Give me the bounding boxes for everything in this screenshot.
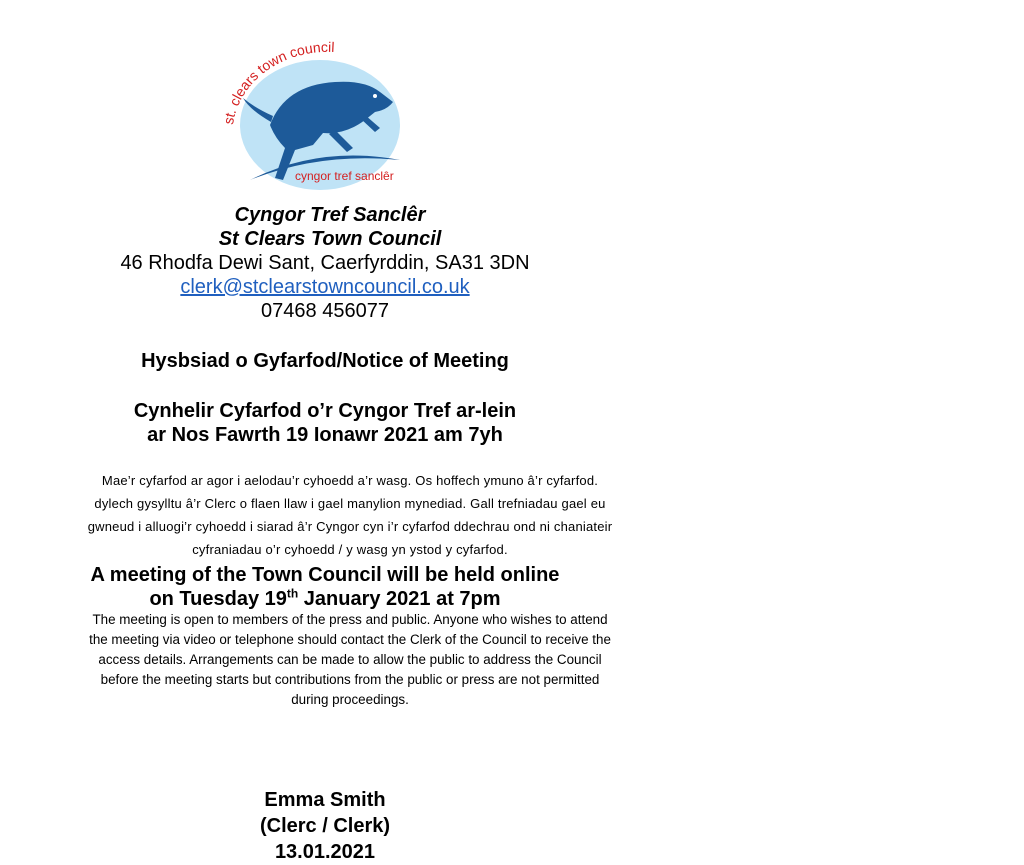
welsh-body-line: dylech gysylltu â’r Clerc o flaen llaw i gael manylion mynediad. Gall trefniadau gael eu xyxy=(94,496,606,511)
email-link[interactable]: clerk@stclearstowncouncil.co.uk xyxy=(180,276,470,298)
welsh-heading-line1: Cynhelir Cyfarfod o’r Cyngor Tref ar-lein xyxy=(133,400,517,422)
welsh-body-line: Mae’r cyfarfod ar agor i aelodau’r cyhoedd a’r wasg. Os hoffech ymuno â’r cyfarfod. xyxy=(101,473,599,488)
council-name-english: St Clears Town Council xyxy=(218,228,442,250)
council-address: 46 Rhodfa Dewi Sant, Caerfyrddin, SA31 3DN xyxy=(120,252,530,274)
english-body-line: before the meeting starts but contributions from the public or press are not permitted xyxy=(100,672,600,687)
logo-top-text: st. clears town council xyxy=(220,38,335,126)
english-body xyxy=(20,610,680,710)
english-body-line: access details. Arrangements can be made to allow the public to address the Council xyxy=(98,652,602,667)
council-name-welsh: Cyngor Tref Sanclêr xyxy=(234,204,426,226)
notice-title: Hysbsiad o Gyfarfod/Notice of Meeting xyxy=(141,350,509,372)
council-logo xyxy=(215,30,445,190)
council-email xyxy=(100,275,550,299)
welsh-body-line: gwneud i alluogi’r cyhoedd i siarad â’r Cyngor cyn i’r cyfarfod ddechrau ond ni chaniateir xyxy=(87,519,613,534)
english-body-line: during proceedings. xyxy=(291,692,409,707)
english-body-line: the meeting via video or telephone should contact the Clerk of the Council to receive the xyxy=(89,632,611,647)
signature-role: (Clerc / Clerk) xyxy=(259,815,391,837)
welsh-heading-line2: ar Nos Fawrth 19 Ionawr 2021 am 7yh xyxy=(147,424,503,446)
english-heading-line1: A meeting of the Town Council will be held online xyxy=(90,564,560,586)
english-heading-line2: on Tuesday 19th January 2021 at 7pm xyxy=(149,586,501,610)
welsh-body xyxy=(20,469,680,561)
council-phone: 07468 456077 xyxy=(261,300,389,322)
english-body-line: The meeting is open to members of the press and public. Anyone who wishes to attend xyxy=(92,612,608,627)
signature-name: Emma Smith xyxy=(264,789,386,811)
welsh-body-line: cyfraniadau o’r cyhoedd / y wasg yn ystod y cyfarfod. xyxy=(192,542,508,557)
signature-date: 13.01.2021 xyxy=(274,841,376,863)
logo-bottom-text: cyngor tref sanclêr xyxy=(295,169,394,183)
